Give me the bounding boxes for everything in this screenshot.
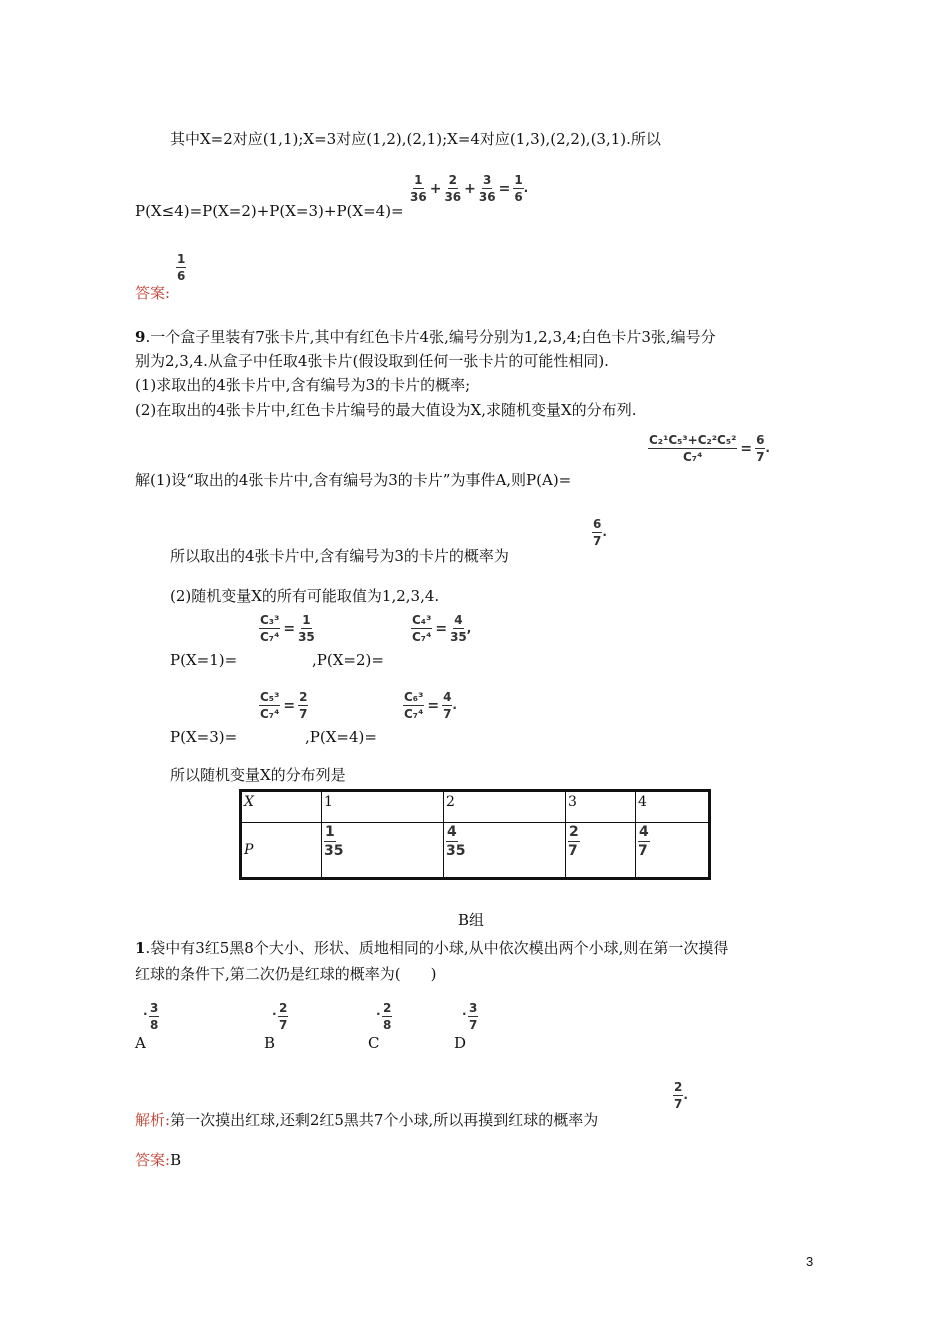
question-9-line-1: 9.一个盒子里装有7张卡片,其中有红色卡片4张,编号分别为1,2,3,4;白色卡片3张,编号分 [135, 328, 716, 346]
group-b-heading: B组 [458, 911, 485, 929]
table-cell: $\frac{2}{7}$ [566, 823, 636, 879]
analysis-text: 第一次摸出红球,还剩2红5黑共7个小球,所以再摸到红球的概率为 [170, 1111, 599, 1129]
table-cell: $\frac{4}{35}$ [444, 823, 566, 879]
analysis-line [135, 1109, 598, 1130]
table-row [241, 791, 710, 823]
answer-2-label: 答案: [135, 1151, 171, 1169]
option-d-letter: D [454, 1034, 467, 1052]
px2-expression: $\frac{\text{C₄³}}{\text{C₇⁴}}$ = $\frac{4}{35}$ , [412, 613, 472, 644]
option-a-dot: . [143, 1004, 148, 1018]
analysis-label: 解析: [135, 1111, 171, 1129]
distribution-table [239, 789, 711, 880]
table-cell: X [241, 791, 322, 823]
option-d-dot: . [462, 1004, 467, 1018]
option-d-fraction: $\frac{3}{7}$ [469, 1001, 478, 1032]
table-cell: P [241, 823, 322, 879]
fraction-result-1-6: $\frac{1}{6}$ [514, 173, 523, 204]
solution-pa-expression: $\frac{\text{C₂¹C₅³+C₂²C₅²}}{\text{C₇⁴}}$ = $\frac{6}{7}$ . [649, 433, 770, 464]
answer-2-line [135, 1149, 181, 1170]
fraction-2-36: $\frac{2}{36}$ [444, 173, 462, 204]
analysis-fraction-2-7: $\frac{2}{7}$ . [674, 1080, 688, 1111]
solution-line-3: (2)随机变量X的所有可能取值为1,2,3,4. [170, 587, 440, 605]
answer-fraction-1-6: $\frac{1}{6}$ [177, 252, 186, 283]
b1-line-2: 红球的条件下,第二次仍是红球的概率为( ) [135, 965, 437, 983]
option-c-dot: . [376, 1004, 381, 1018]
table-cell: $\frac{4}{7}$ [636, 823, 710, 879]
question-9-part-2: (2)在取出的4张卡片中,红色卡片编号的最大值设为X,求随机变量X的分布列. [135, 401, 637, 419]
text-line-x-correspondence: 其中X=2对应(1,1);X=3对应(1,2),(2,1);X=4对应(1,3),(2,2),(3,1).所以 [170, 130, 661, 148]
px1-expression: $\frac{\text{C₃³}}{\text{C₇⁴}}$ = $\frac{1}{35}$ [260, 613, 315, 644]
px3-label: P(X=3)= [170, 728, 238, 746]
table-cell: 1 [322, 791, 444, 823]
px1-label: P(X=1)= [170, 651, 238, 669]
probability-sum-left: P(X≤4)=P(X=2)+P(X=3)+P(X=4)= [135, 202, 404, 220]
px3-expression: $\frac{\text{C₅³}}{\text{C₇⁴}}$ = $\frac{2}{7}$ [260, 690, 308, 721]
solution-line-2: 所以取出的4张卡片中,含有编号为3的卡片的概率为 [170, 547, 509, 565]
option-c-fraction: $\frac{2}{8}$ [383, 1001, 392, 1032]
option-b-letter: B [264, 1034, 276, 1052]
question-9-part-1: (1)求取出的4张卡片中,含有编号为3的卡片的概率; [135, 376, 471, 394]
px4-label: ,P(X=4)= [305, 728, 377, 746]
table-row [241, 823, 710, 879]
option-a-fraction: $\frac{3}{8}$ [150, 1001, 159, 1032]
table-cell: 4 [636, 791, 710, 823]
option-a-letter: A [135, 1034, 146, 1052]
question-9-line-2: 别为2,3,4.从盒子中任取4张卡片(假设取到任何一张卡片的可能性相同). [135, 352, 609, 370]
solution-line-1: 解(1)设“取出的4张卡片中,含有编号为3的卡片”为事件A,则P(A)= [135, 471, 572, 489]
table-cell: 2 [444, 791, 566, 823]
answer-2-value: B [170, 1151, 182, 1169]
fraction-1-36: $\frac{1}{36}$ [410, 173, 427, 204]
probability-sum-expression: $\frac{1}{36}$ + $\frac{2}{36}$ + $\frac{3}{36}$ = $\frac{1}{6}$ . [410, 173, 529, 204]
px2-label: ,P(X=2)= [312, 651, 384, 669]
distribution-intro: 所以随机变量X的分布列是 [170, 766, 346, 784]
table-cell: 3 [566, 791, 636, 823]
table-cell: $\frac{1}{35}$ [322, 823, 444, 879]
option-b-dot: . [272, 1004, 277, 1018]
page-number: 3 [806, 1254, 814, 1269]
b1-line-1: 1.袋中有3红5黑8个大小、形状、质地相同的小球,从中依次模出两个小球,则在第一次摸得 [135, 939, 729, 957]
option-c-letter: C [368, 1034, 380, 1052]
option-b-fraction: $\frac{2}{7}$ [279, 1001, 288, 1032]
answer-label: 答案: [135, 284, 171, 302]
px4-expression: $\frac{\text{C₆³}}{\text{C₇⁴}}$ = $\frac{4}{7}$ . [404, 690, 457, 721]
solution-fraction-6-7: $\frac{6}{7}$ . [593, 517, 607, 548]
fraction-3-36: $\frac{3}{36}$ [478, 173, 496, 204]
